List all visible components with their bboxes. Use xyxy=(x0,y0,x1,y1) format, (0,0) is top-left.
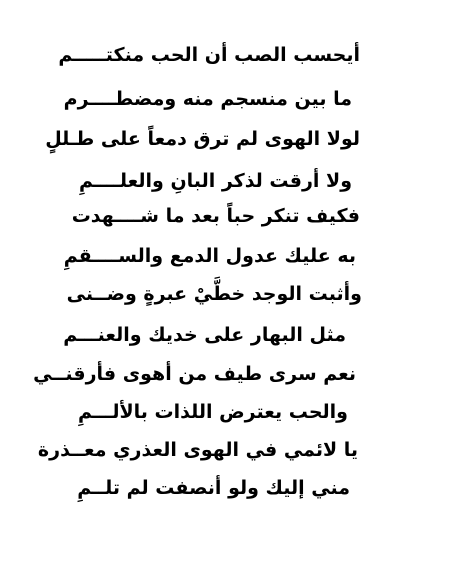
poem-verse: أيحسب الصب أن الحب منكتـــــم xyxy=(58,44,360,66)
poem-verse: ما بين منسجم منه ومضطــــرم xyxy=(63,88,352,110)
poem-verse: ولا أرقت لذكر البانِ والعلــــمِ xyxy=(79,170,352,192)
poem-verse: فكيف تنكر حباً بعد ما شــــهدت xyxy=(71,205,360,227)
poem-verse: نعم سرى طيف من أهوى فأرقنــي xyxy=(33,363,356,385)
poem-verse: مني إليك ولو أنصفت لم تلــمِ xyxy=(77,477,350,499)
poem-verse: لولا الهوى لم ترق دمعاً على طـللٍ xyxy=(45,128,360,150)
poem-verse: وأثبت الوجد خطَّيْ عبرةٍ وضــنى xyxy=(66,283,362,305)
poem-verse: به عليك عدول الدمع والســــقمِ xyxy=(63,245,356,267)
poem-verse: يا لائمي في الهوى العذري معــذرة xyxy=(37,439,358,461)
poem-verse: والحب يعترض اللذات بالألـــمِ xyxy=(77,401,348,423)
poem-verse: مثل البهار على خديك والعنـــم xyxy=(63,324,346,346)
